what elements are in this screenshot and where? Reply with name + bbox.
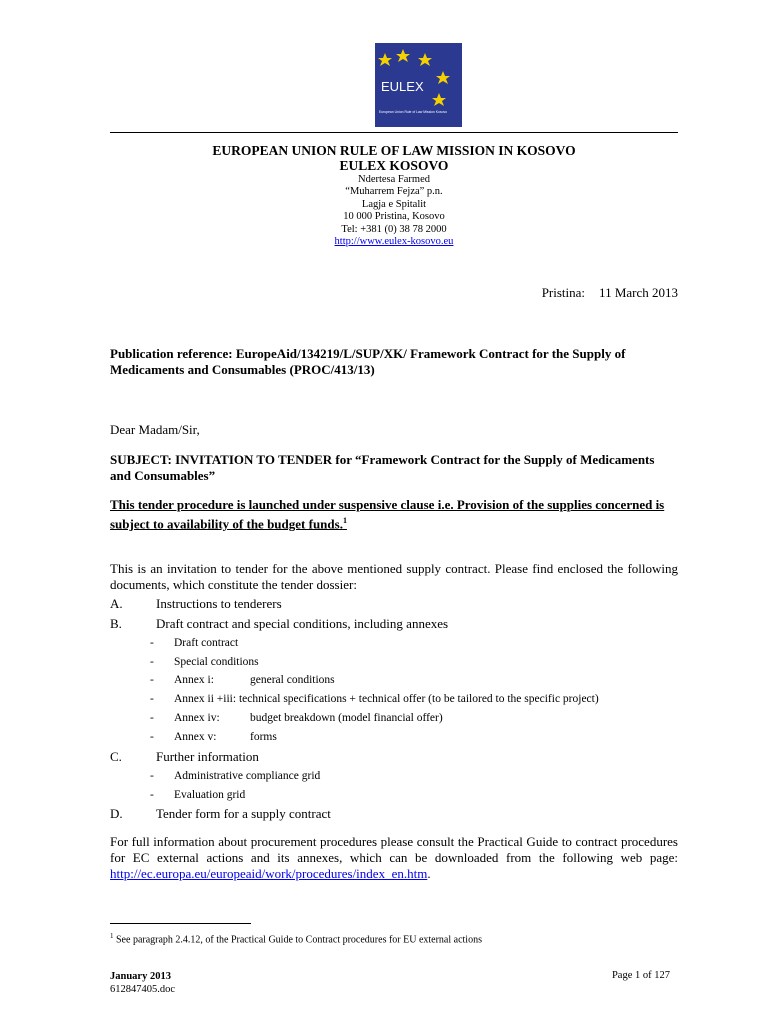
footnote-divider — [110, 923, 251, 924]
footer-date: January 2013 — [110, 971, 171, 982]
document-item-a: A. Instructions to tenderers — [110, 596, 282, 611]
subject-line: SUBJECT: INVITATION TO TENDER for “Framework Contract for the Supply of Medicaments and Consumables” — [110, 452, 655, 483]
page-number: Page 1 of 127 — [611, 970, 670, 981]
header-divider — [110, 132, 678, 133]
logo-tagline: European Union Rule of Law Mission Kosovo — [379, 110, 448, 114]
address-line: “Muharrem Fejza” p.n. — [345, 186, 443, 197]
list-item: - Annex iv: budget breakdown (model financial offer) — [150, 712, 443, 724]
address-line: Lagja e Spitalit — [361, 199, 427, 210]
org-subname: EULEX KOSOVO — [339, 158, 449, 173]
footer-file: 612847405.doc — [110, 984, 176, 995]
document-item-c: C. Further information — [110, 749, 259, 764]
footnote-ref[interactable]: 1 — [342, 516, 347, 525]
list-item: - Special conditions — [150, 656, 259, 668]
list-item: - Annex v: forms — [150, 731, 277, 743]
date-place: Pristina: — [541, 285, 586, 300]
publication-reference: Publication reference: EuropeAid/134219/L/SUP/XK/ Framework Contract for the Supply of Medicaments and Consumables (PROC/413/13) — [110, 346, 626, 377]
address-line: 10 000 Pristina, Kosovo — [343, 211, 445, 222]
date-value: 11 March 2013 — [599, 285, 678, 300]
suspensive-clause — [110, 497, 678, 532]
practical-guide-link[interactable]: http://ec.europa.eu/europeaid/work/procedures/index_en.htm — [110, 866, 428, 881]
footnote: $^1$ See paragraph 2.4.12, of the Practical Guide to Contract procedures for EU external actions — [110, 932, 482, 946]
closing-paragraph: For full information about procurement procedures please consult the Practical Guide to contract procedures for EC external actions and its annexes, which can be downloaded from the following web page: http://ec.europa.eu/europeaid/work/procedures/index_en.htm. — [110, 834, 678, 881]
list-item: - Draft contract — [150, 637, 239, 649]
logo-wordmark: EULEX — [381, 79, 424, 94]
list-item: - Annex i: general conditions — [150, 674, 335, 686]
intro-paragraph: This is an invitation to tender for the above mentioned supply contract. Please find enclosed the following documents, which constitute the tender dossier: — [110, 561, 678, 592]
footer-left — [110, 970, 175, 996]
list-item: - Annex ii +iii: technical specifications + technical offer (to be tailored to the specific project) — [150, 693, 599, 705]
letter-date — [542, 285, 678, 301]
address-line: Ndertesa Farmed — [357, 174, 430, 185]
suspensive-clause-text: This tender procedure is launched under suspensive clause i.e. Provision of the supplies concerned is subject to availability of the budget funds. — [110, 497, 665, 532]
phone-line: Tel: +381 (0) 38 78 2000 — [341, 224, 447, 235]
document-item-b: B. Draft contract and special conditions, including annexes — [110, 616, 449, 631]
eu-stars-icon — [375, 43, 462, 127]
list-item: - Administrative compliance grid — [150, 770, 321, 782]
salutation: Dear Madam/Sir, — [110, 422, 200, 437]
website-link[interactable]: http://www.eulex-kosovo.eu — [334, 236, 454, 247]
document-item-d: D. Tender form for a supply contract — [110, 806, 331, 821]
list-item: - Evaluation grid — [150, 789, 246, 801]
eulex-logo — [375, 43, 462, 127]
org-name: EUROPEAN UNION RULE OF LAW MISSION IN KOSOVO — [212, 143, 576, 158]
